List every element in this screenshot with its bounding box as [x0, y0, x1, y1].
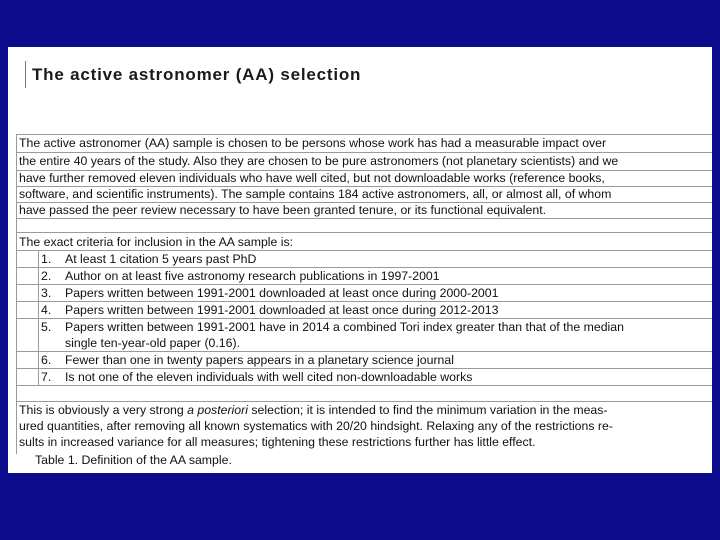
criterion-text: Papers written between 1991-2001 downloaded at least once during 2012-2013: [65, 303, 499, 317]
conclusion-line: ured quantities, after removing all known systematics with 20/20 hindsight. Relaxing any of the restrictions re-: [19, 419, 613, 433]
table-rule: [16, 284, 712, 285]
criterion-text: Papers written between 1991-2001 downloaded at least once during 2000-2001: [65, 286, 499, 300]
intro-line: The active astronomer (AA) sample is chosen to be persons whose work has had a measurable impact over: [19, 136, 607, 150]
table-rule: [16, 401, 712, 402]
table-rule: [16, 301, 712, 302]
criterion-number: 2.: [41, 269, 52, 283]
table-rule: [16, 250, 712, 251]
table-number-column-border: [38, 250, 39, 385]
conclusion-text: This is obviously a very strong: [19, 403, 188, 417]
conclusion-line: sults in increased variance for all measures; tightening these restrictions further has little effect.: [19, 435, 536, 449]
intro-line: the entire 40 years of the study. Also they are chosen to be pure astronomers (not planetary scientists) and we: [19, 154, 619, 168]
criterion-text: Fewer than one in twenty papers appears in a planetary science journal: [65, 353, 454, 367]
criterion-text-continued: single ten-year-old paper (0.16).: [65, 336, 240, 350]
conclusion-line: [19, 403, 608, 417]
criteria-heading: The exact criteria for inclusion in the AA sample is:: [19, 235, 294, 249]
criterion-text: Author on at least five astronomy research publications in 1997-2001: [65, 269, 440, 283]
table-rule: [16, 267, 712, 268]
intro-line: software, and scientific instruments). The sample contains 184 active astronomers, all, or almost all, of whom: [19, 187, 612, 201]
table-rule: [16, 232, 712, 233]
conclusion-emphasis: a posteriori: [187, 403, 248, 417]
conclusion-text: selection; it is intended to find the minimum variation in the meas-: [247, 403, 608, 417]
table-rule: [16, 385, 712, 386]
table-rule: [16, 368, 712, 369]
table-caption: Table 1. Definition of the AA sample.: [35, 453, 232, 467]
intro-line: have further removed eleven individuals who have well cited, but not downloadable works (reference books,: [19, 171, 605, 185]
criterion-number: 4.: [41, 303, 52, 317]
table-rule: [16, 134, 712, 135]
title-margin-line: [25, 61, 26, 88]
criterion-text: At least 1 citation 5 years past PhD: [65, 252, 257, 266]
criterion-number: 6.: [41, 353, 52, 367]
slide: [8, 47, 712, 473]
criterion-number: 5.: [41, 320, 52, 334]
table-rule: [16, 218, 712, 219]
table-left-border: [16, 134, 17, 454]
criterion-text: Is not one of the eleven individuals with well cited non-downloadable works: [65, 370, 473, 384]
criterion-text: Papers written between 1991-2001 have in 2014 a combined Tori index greater than that of the median: [65, 320, 624, 334]
table-rule: [16, 152, 712, 153]
intro-line: have passed the peer review necessary to have been granted tenure, or its functional equivalent.: [19, 203, 547, 217]
table-rule: [16, 318, 712, 319]
criterion-number: 3.: [41, 286, 52, 300]
criterion-number: 1.: [41, 252, 52, 266]
criterion-number: 7.: [41, 370, 52, 384]
table-rule: [16, 351, 712, 352]
slide-title: The active astronomer (AA) selection: [32, 65, 362, 84]
